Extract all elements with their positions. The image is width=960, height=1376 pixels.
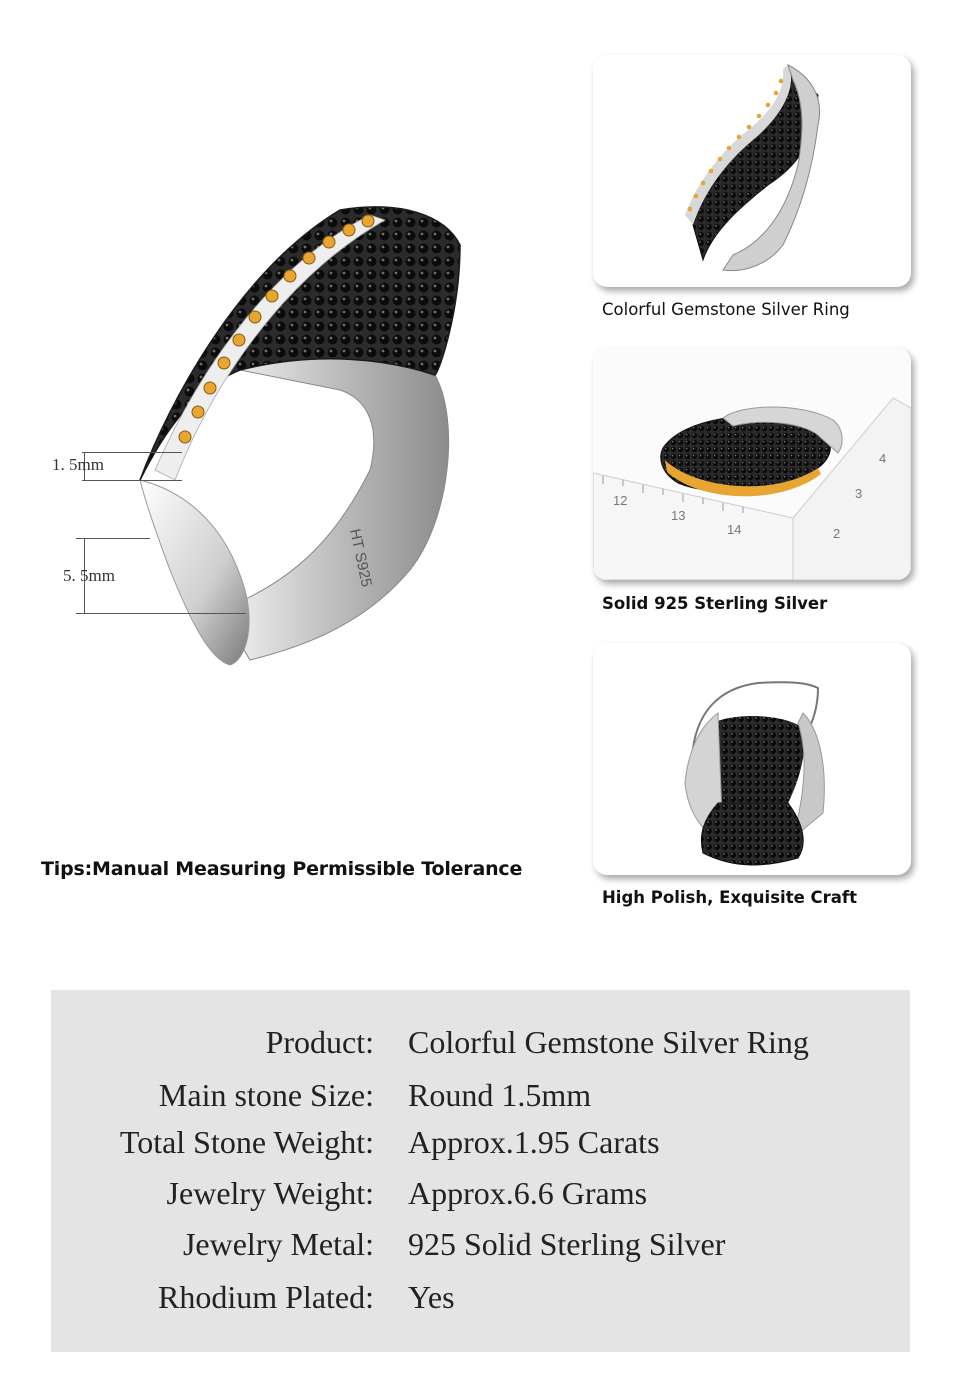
ruler-number-13: 13	[671, 508, 686, 523]
card-high-polish	[593, 643, 911, 875]
spec-row-product	[51, 1024, 910, 1068]
spec-row-jewelry-weight	[51, 1175, 910, 1219]
spec-row-metal	[51, 1226, 910, 1270]
dim-line-band-bottom	[76, 613, 246, 614]
card-colorful-ring	[593, 55, 911, 287]
hallmark-text: HT S925	[346, 527, 375, 589]
ruler-number-2: 2	[833, 526, 841, 541]
caption-card-2: Solid 925 Sterling Silver	[602, 594, 828, 613]
dim-line-bottom	[82, 480, 182, 481]
card-sterling-silver	[593, 348, 911, 580]
spec-row-rhodium	[51, 1279, 910, 1323]
stone-size-label: 1. 5mm	[52, 455, 104, 474]
spec-row-stone-size	[51, 1077, 910, 1121]
ruler-number-14: 14	[727, 522, 742, 537]
spec-value: Approx.6.6 Grams	[408, 1175, 648, 1211]
spec-label: Main stone Size:	[158, 1077, 374, 1113]
band-height-label: 5. 5mm	[63, 566, 115, 585]
ruler-number-4: 4	[879, 451, 887, 466]
spec-table	[51, 990, 910, 1352]
dim-line-band-top	[76, 538, 150, 539]
spec-value: Yes	[408, 1279, 455, 1315]
ruler-number-3: 3	[855, 486, 863, 501]
dim-line-top	[82, 452, 182, 453]
spec-value: Round 1.5mm	[408, 1077, 592, 1113]
spec-label: Product:	[265, 1024, 374, 1060]
spec-value: Approx.1.95 Carats	[408, 1124, 660, 1160]
spec-label: Total Stone Weight:	[119, 1124, 374, 1160]
spec-label: Jewelry Weight:	[166, 1175, 374, 1211]
caption-card-3: High Polish, Exquisite Craft	[602, 888, 857, 907]
spec-value: Colorful Gemstone Silver Ring	[408, 1024, 809, 1060]
spec-value: 925 Solid Sterling Silver	[408, 1226, 726, 1262]
main-ring-image	[40, 190, 520, 730]
tips-text: Tips:Manual Measuring Permissible Tolerance	[41, 858, 523, 880]
ruler-number-12: 12	[613, 493, 628, 508]
spec-label: Jewelry Metal:	[182, 1226, 374, 1262]
caption-card-1: Colorful Gemstone Silver Ring	[602, 300, 850, 319]
spec-label: Rhodium Plated:	[158, 1279, 374, 1315]
spec-row-stone-weight	[51, 1124, 910, 1168]
